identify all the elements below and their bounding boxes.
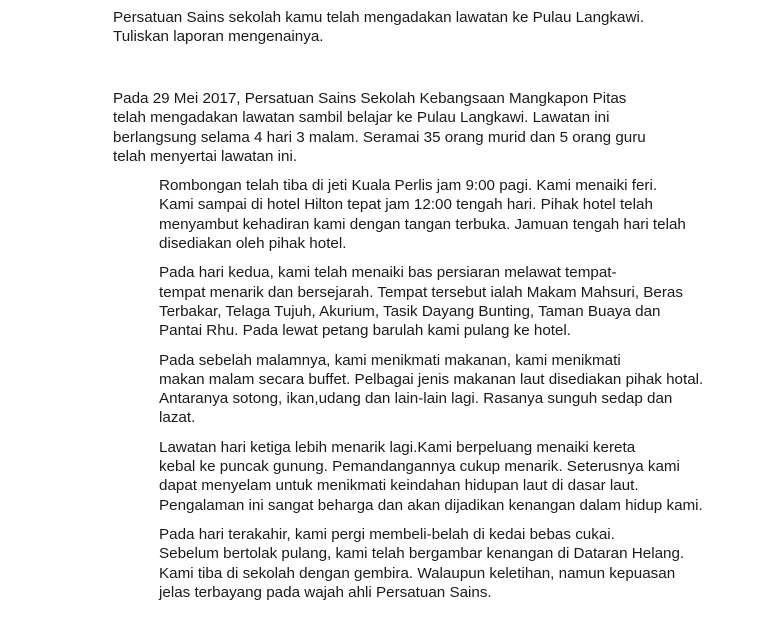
paragraph-line: telah menyertai lawatan ini. (113, 147, 298, 165)
paragraph-line: menyambut kehadiran kami dengan tangan terbuka. Jamuan tengah hari telah (159, 215, 686, 233)
question-line: Tuliskan laporan mengenainya. (113, 28, 324, 46)
paragraph-line: Pada 29 Mei 2017, Persatuan Sains Sekolah Kebangsaan Mangkapon Pitas (113, 90, 627, 107)
paragraph-line: Antaranya sotong, ikan,udang dan lain-lain lagi. Rasanya sunguh sedap dan (159, 390, 673, 408)
paragraph-line: berlangsung selama 4 hari 3 malam. Seramai 35 orang murid dan 5 orang guru (113, 128, 646, 146)
paragraph-line: Kami tiba di sekolah dengan gembira. Walaupun keletihan, namun kepuasan (159, 564, 676, 582)
paragraph-line: lazat. (159, 409, 196, 427)
report-paragraph-dinner (113, 351, 704, 428)
paragraph-line: makan malam secara buffet. Pelbagai jenis makanan laut disediakan pihak hotal. (159, 370, 704, 388)
report-paragraph-day-three (113, 438, 703, 515)
report-paragraph-arrival (113, 176, 686, 253)
paragraph-line: dapat menyelam untuk menikmati keindahan hidupan laut di dasar laut. (159, 477, 639, 495)
report-body (113, 89, 704, 612)
question-line: Persatuan Sains sekolah kamu telah mengadakan lawatan ke Pulau Langkawi. (113, 9, 645, 26)
paragraph-line: disediakan oleh pihak hotel. (159, 235, 347, 253)
essay-question (113, 8, 713, 47)
report-paragraph-last-day (113, 525, 685, 602)
paragraph-line: Lawatan hari ketiga lebih menarik lagi.Kami berpeluang menaiki kereta (159, 438, 636, 456)
paragraph-line: tempat menarik dan bersejarah. Tempat tersebut ialah Makam Mahsuri, Beras (159, 283, 683, 301)
paragraph-line: Kami sampai di hotel Hilton tepat jam 12:00 tengah hari. Pihak hotel telah (159, 196, 653, 214)
paragraph-line: Pada sebelah malamnya, kami menikmati makanan, kami menikmati (159, 351, 621, 369)
paragraph-line: Rombongan telah tiba di jeti Kuala Perlis jam 9:00 pagi. Kami menaiki feri. (159, 177, 658, 195)
paragraph-line: Pada hari terakahir, kami pergi membeli-belah di kedai bebas cukai. (159, 525, 615, 543)
paragraph-line: kebal ke puncak gunung. Pemandangannya cukup menarik. Seterusnya kami (159, 458, 680, 476)
paragraph-line: telah mengadakan lawatan sambil belajar ke Pulau Langkawi. Lawatan ini (113, 109, 610, 127)
report-paragraph-intro (113, 89, 673, 166)
paragraph-line: Sebelum bertolak pulang, kami telah bergambar kenangan di Dataran Helang. (159, 545, 685, 563)
paragraph-line: Pantai Rhu. Pada lewat petang barulah kami pulang ke hotel. (159, 322, 572, 340)
paragraph-line: Pengalaman ini sangat beharga dan akan dijadikan kenangan dalam hidup kami. (159, 496, 703, 514)
paragraph-line: Terbakar, Telaga Tujuh, Akurium, Tasik Dayang Bunting, Taman Buaya dan (159, 302, 661, 320)
report-paragraph-day-two (113, 263, 683, 340)
paragraph-line: jelas terbayang pada wajah ahli Persatuan Sains. (159, 583, 492, 601)
paragraph-line: Pada hari kedua, kami telah menaiki bas persiaran melawat tempat- (159, 264, 617, 282)
